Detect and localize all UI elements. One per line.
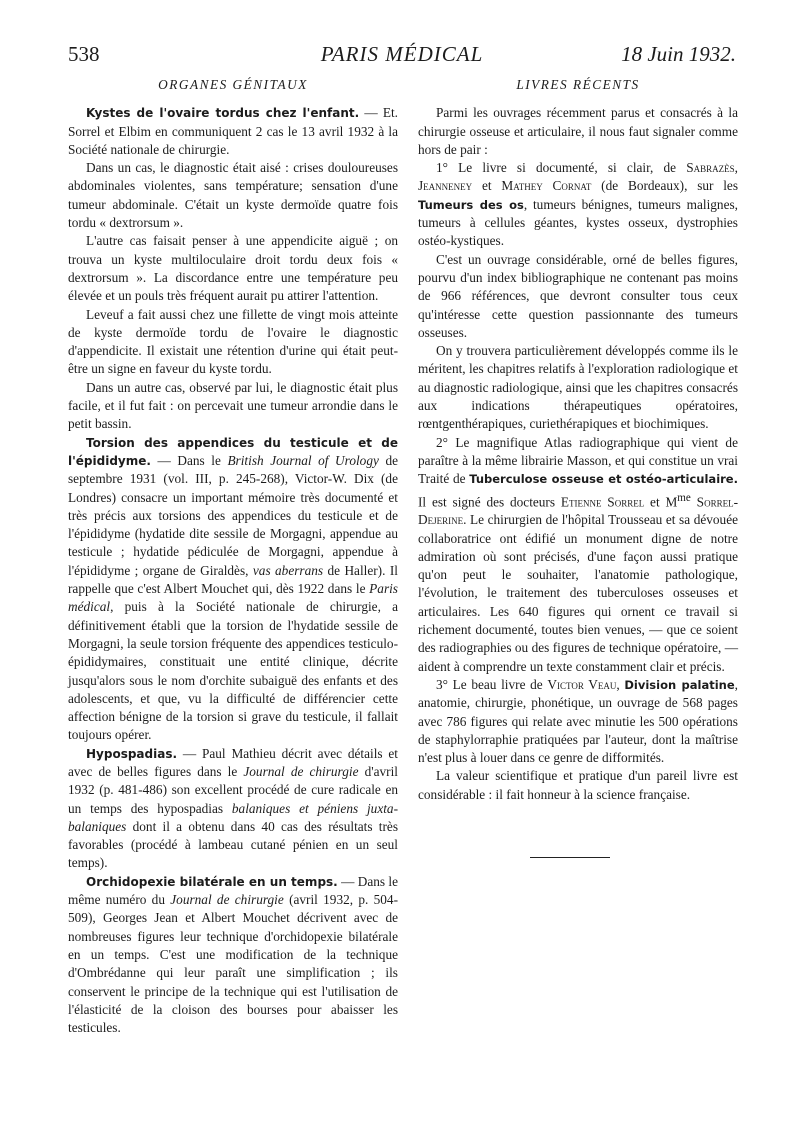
section-title-livres-recents: LIVRES RÉCENTS [516,77,640,92]
run-in-heading: Hypospadias. [86,746,178,761]
section-end-rule [530,857,610,858]
paragraph-orchidopexie: Orchidopexie bilatérale en un temps. — Dans le même numéro du Journal de chirurgie (avril 1932, p. 504-509), Georges Jean et Albert Mouchet décrivent avec de nombreuses figures leur technique d'orchidopexie bilatérale en un temps. C'est une modification de la technique d'Ombrédanne qui leur paraît une simplification ; ils conservent le principe de la technique qui est l'utilisation de l'élasticité de la cloison des bourses pour abaisser les testicules. [68,873,398,1036]
run-in-heading: Kystes de l'ovaire tordus chez l'enfant. [86,106,360,121]
page-header [68,42,736,72]
issue-date: 18 Juin 1932. [621,42,736,66]
right-column [418,76,738,804]
paragraph-kystes-ovaire: Kystes de l'ovaire tordus chez l'enfant. — Et. Sorrel et Elbim en communiquent 2 cas le 13 avril 1932 à la Société nationale de chirurgie. [68,105,398,157]
paragraph: Leveuf a fait aussi chez une fillette de vingt mois atteinte de kyste dermoïde tordu de l'ovaire le diagnostic d'appendicite. Il existait une rétention d'urine qui était peut-être un signe en faveur du kyste tordu. [68,306,398,377]
section-title-organes-genitaux: ORGANES GÉNITAUX [158,77,308,92]
paragraph-division-palatine: 3° Le beau livre de Victor Veau, Division palatine, anatomie, chirurgie, phonétique, un ouvrage de 568 pages avec 786 figures qui relate avec minutie les 500 opérations de staphylorraphie pratiquées par l'auteur, dont la maîtrise n'est plus à louer dans ce genre de difformités. [418,676,738,766]
journal-title: PARIS MÉDICAL [320,42,484,66]
run-in-heading: Torsion des appendices du testicule et de l'épididyme. [68,435,398,468]
paragraph: On y trouvera particulièrement développés comme ils le méritent, les chapitres relatifs à l'exploration radiologique et au diagnostic radiologique, ainsi que les chapitres consacrés aux indications thérapeutiques opératoires, rœntgenthérapiques, curiethérapiques et biochimiques. [418,343,738,432]
paragraph: Dans un autre cas, observé par lui, le diagnostic était plus facile, et il fut fait : on percevait une tumeur arrondie dans le petit bassin. [68,379,398,432]
paragraph: La valeur scientifique et pratique d'un pareil livre est considérable : il fait honneur à la science française. [418,768,738,802]
paragraph: C'est un ouvrage considérable, orné de belles figures, pourvu d'un index bibliographique ne contenant pas moins de 966 références, que devront consulter tous ceux qu'intéresse cette question passionnante des tumeurs osseuses. [418,251,738,340]
paragraph-tumeurs-des-os: 1° Le livre si documenté, si clair, de Sabrazès, Jeanneney et Mathey Cornat (de Bordeaux), sur les Tumeurs des os, tumeurs bénignes, tumeurs malignes, tumeurs à cellules géantes, kystes osseux, dystrophies ostéo-kystiques. [418,160,739,249]
paragraph: L'autre cas faisait penser à une appendicite aiguë ; on trouva un kyste multiloculaire droit tordu deux fois « dextrorsum ». La discordance entre une température peu élevée et un pouls très fréquent aurait pu attirer l'attention. [68,233,398,304]
page-number: 538 [68,42,100,66]
paragraph-tuberculose-osseuse: 2° Le magnifique Atlas radiographique qui vient de paraître à la même librairie Masson, et qui constitue un vrai Traité de Tuberculose osseuse et ostéo-articulaire. Il est signé des docteurs Etienne Sorrel et $M^{me}$ Sorrel-Dejerine. Le chirurgien de l'hôpital Trousseau et sa dévouée collaboratrice ont édifié un monument digne de notre admiration où sont précisés, d'une façon aussi pratique qu'on peut le souhaiter, l'anatomie pathologique, l'évolution, le traitement des tuberculoses osseuses et articulaires. Les 640 figures qui ornent ce travail si richement documenté, toutes bien venues, — que ce soient des radiographies ou des figures de technique opératoire, — aident à comprendre un texte constamment clair et précis. [418,434,738,674]
paragraph: Dans un cas, le diagnostic était aisé : crises douloureuses abdominales violentes, sans température; sensation d'une tumeur abdominale. C'était un kyste dermoïde quatre fois tordu « dextrorsum ». [68,160,398,231]
run-in-heading: Orchidopexie bilatérale en un temps. [86,874,338,889]
paragraph-torsion-appendices: Torsion des appendices du testicule et de l'épididyme. — Dans le British Journal of Urology de septembre 1931 (vol. III, p. 245-268), Victor-W. Dix (de Londres) consacre un important mémoire très documenté et très précis aux torsions des appendices du testicule et de l'épididyme (hydatide dite sessile de Morgagni, appendue au testicule ; hydatide pédiculée de Morgagni, appendue à l'épididyme ; organe de Giraldès, vas aberrans de Haller). Il rappelle que c'est Albert Mouchet qui, dès 1922 dans le Paris médical, puis à la Société nationale de chirurgie, a définitivement établi que la torsion de l'hydatide sessile de Morgagni, la seule torsion fréquente des appendices testiculo-épididymaires, constituait une entité clinique, décrite jusqu'alors sous le nom d'orchite subaiguë des enfants et des adolescents, et que, vu la difficulté de différencier cette affection bénigne de la torsion si grave du testicule, il fallait toujours opérer. [68,435,398,743]
left-column [68,76,398,1037]
paragraph: Parmi les ouvrages récemment parus et consacrés à la chirurgie osseuse et articulaire, il nous faut signaler comme hors de pair : [418,105,738,157]
paragraph-hypospadias: Hypospadias. — Paul Mathieu décrit avec détails et avec de belles figures dans le Journal de chirurgie d'avril 1932 (p. 481-486) son excellent procédé de cure radicale en un temps des hypospadias balaniques et péniens juxta-balaniques dont il a obtenu dans 40 cas des résultats très favorables (procédé à lambeau cutané pénien en un seul temps). [68,745,398,871]
